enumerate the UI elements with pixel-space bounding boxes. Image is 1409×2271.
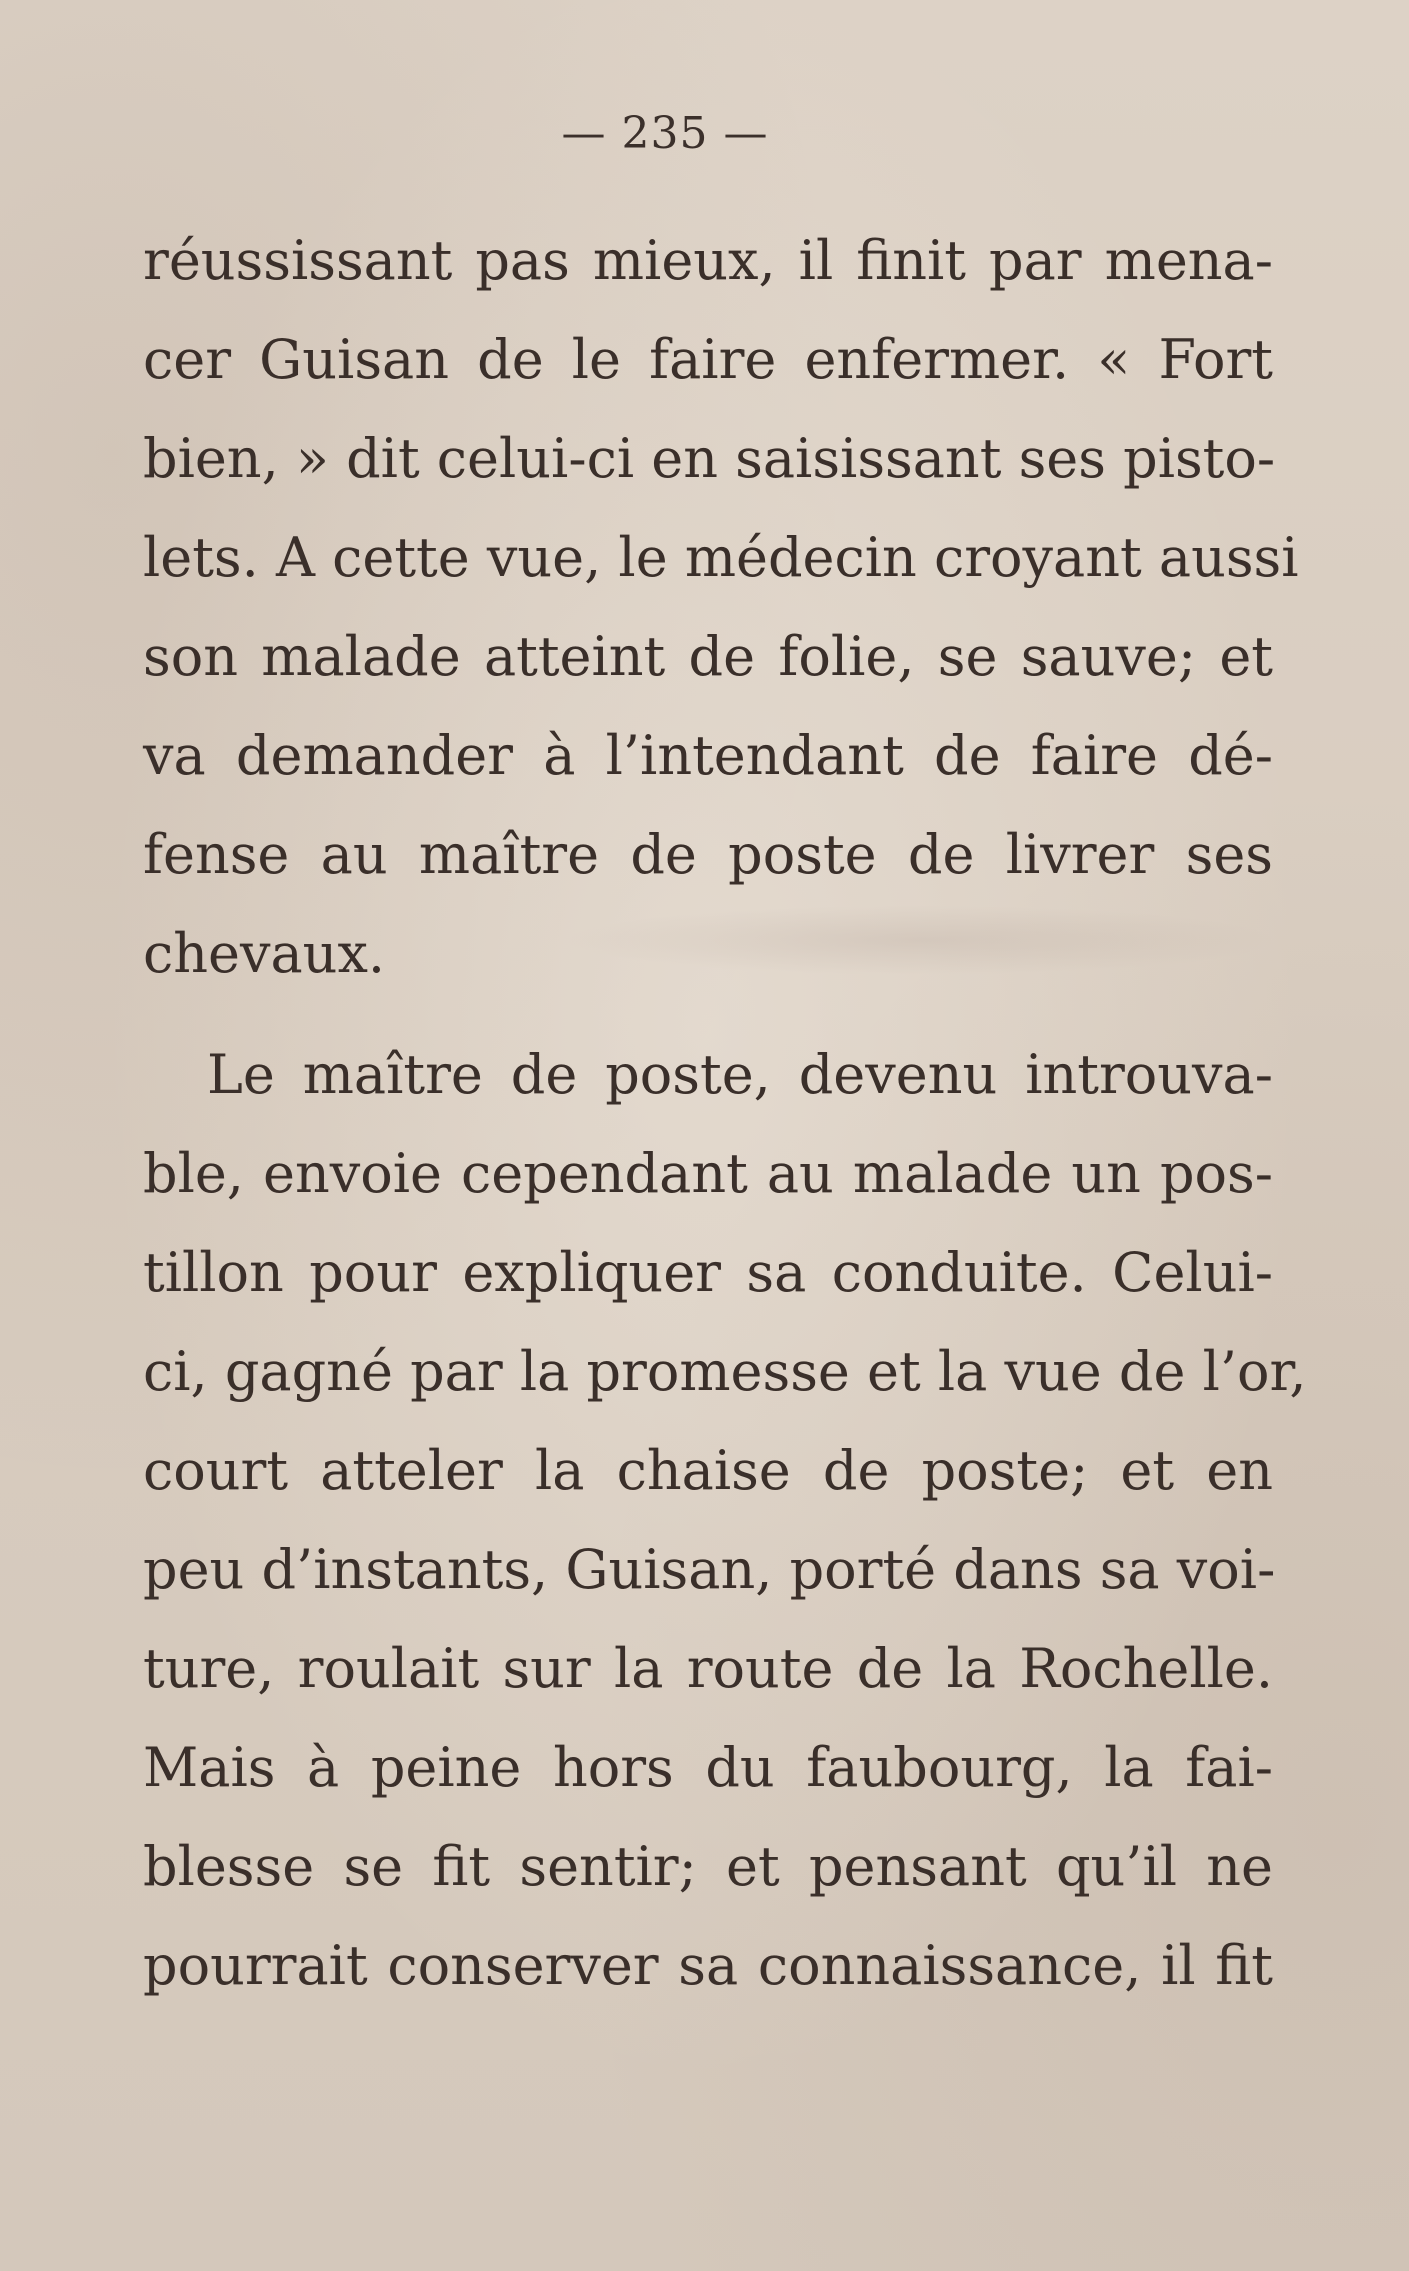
text-line: tillon pour expliquer sa conduite. Celui-	[143, 1241, 1273, 1304]
text-line: lets. A cette vue, le médecin croyant aussi	[143, 526, 1299, 589]
text-line: bien, » dit celui-ci en saisissant ses pisto-	[143, 427, 1276, 490]
text-line: chevaux.	[143, 922, 386, 985]
text-line: son malade atteint de folie, se sauve; et	[143, 625, 1273, 688]
text-line: pourrait conserver sa connaissance, il fit	[143, 1934, 1273, 1997]
text-line: ble, envoie cependant au malade un pos-	[143, 1142, 1273, 1205]
paragraph-first-line: Le maître de poste, devenu introuva-	[207, 1043, 1273, 1106]
text-line: fense au maître de poste de livrer ses	[143, 823, 1273, 886]
text-line: ci, gagné par la promesse et la vue de l’or,	[143, 1340, 1307, 1403]
text-line: cer Guisan de le faire enfermer. « Fort	[143, 328, 1273, 391]
page-number: — 235 —	[561, 108, 769, 159]
text-line: réussissant pas mieux, il finit par mena-	[143, 229, 1273, 292]
text-line: blesse se fit sentir; et pensant qu’il ne	[143, 1835, 1273, 1898]
text-line: ture, roulait sur la route de la Rochelle.	[143, 1637, 1273, 1700]
text-line: va demander à l’intendant de faire dé-	[143, 724, 1273, 787]
text-line: court atteler la chaise de poste; et en	[143, 1439, 1273, 1502]
text-line: peu d’instants, Guisan, porté dans sa voi-	[143, 1538, 1276, 1601]
text-line: Mais à peine hors du faubourg, la fai-	[143, 1736, 1273, 1799]
